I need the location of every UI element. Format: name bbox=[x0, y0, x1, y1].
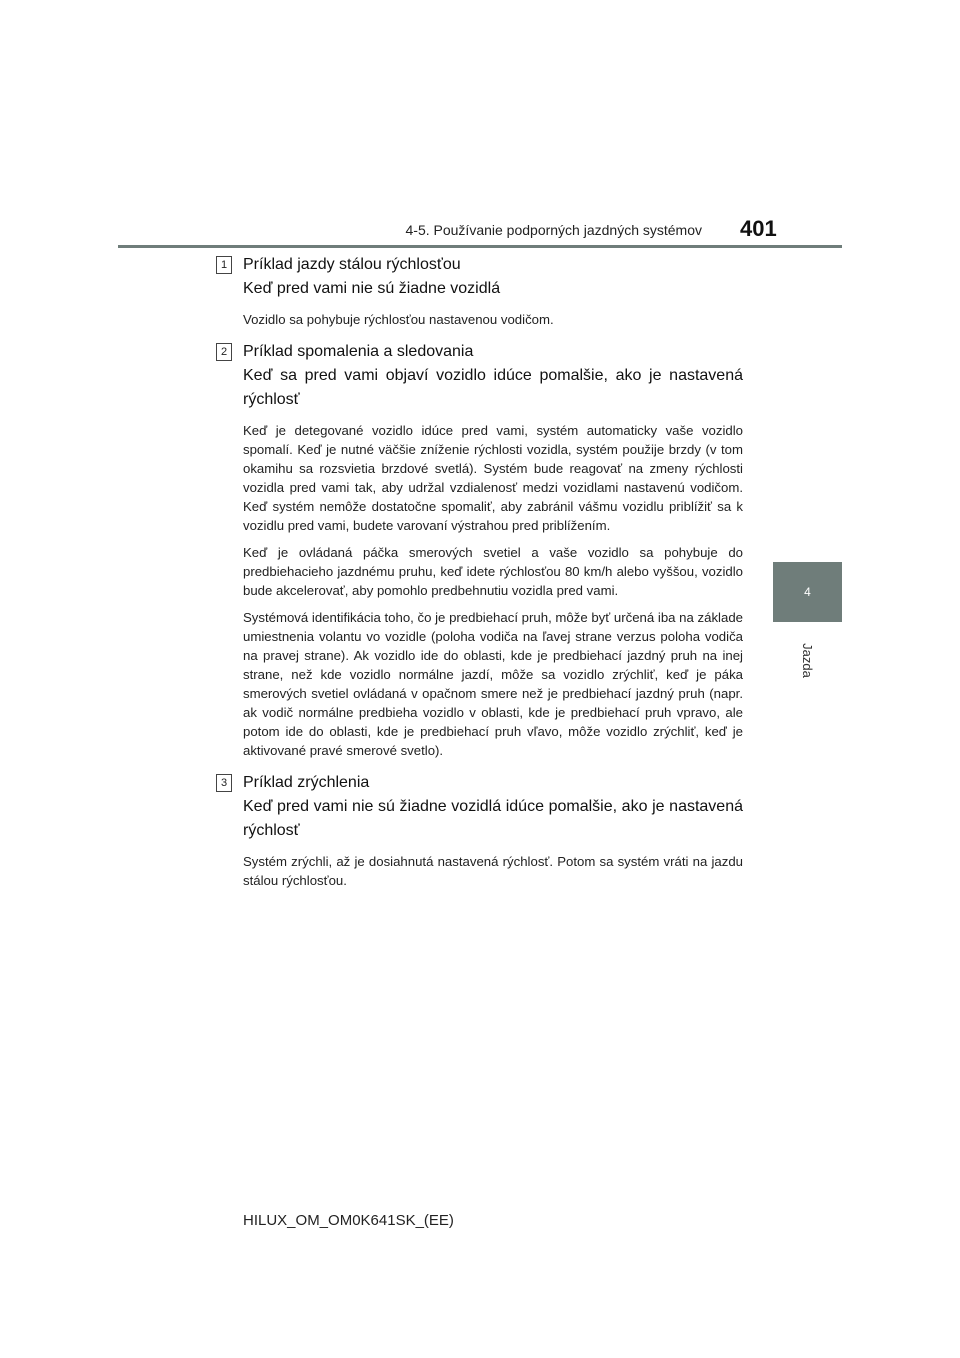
section-1 bbox=[220, 253, 743, 329]
section-paragraph: Vozidlo sa pohybuje rýchlosťou nastavenou vodičom. bbox=[243, 312, 554, 327]
section-paragraph: Keď je ovládaná páčka smerových svetiel a vaše vozidlo sa pohybuje do predbiehacieho jazdnému pruhu, keď idete rýchlosťou 80 km/h alebo vyššou, vozidlo bude akcelerovať, aby pomohlo predbehnutiu vozidla pred vami. bbox=[243, 545, 743, 598]
section-paragraph: Systém zrýchli, až je dosiahnutá nastavená rýchlosť. Potom sa systém vráti na jazdu stálou rýchlosťou. bbox=[243, 854, 743, 888]
section-title: 4-5. Používanie podporných jazdných systémov bbox=[405, 222, 702, 238]
section-subheading: Keď sa pred vami objaví vozidlo idúce pomalšie, ako je nastavená rýchlosť bbox=[243, 367, 743, 408]
document-code: HILUX_OM_OM0K641SK_(EE) bbox=[243, 1212, 454, 1229]
section-paragraph: Keď je detegované vozidlo idúce pred vami, systém automaticky vaše vozidlo spomalí. Keď je nutné väčšie zníženie rýchlosti vozidla, systém použije brzdy (v tom okamihu sa rozsvietia brzdové svetlá). Systém bude reagovať na zmeny rýchlosti vozidla pred vami tak, aby udržal vzdialenosť medzi vozidlami nastavenú vodičom. Keď systém nemôže dostatočne spomaliť, aby zabránil vášmu vozidlu priblížiť sa k vozidlu pred vami, budete varovaní výstrahou pred priblížením. bbox=[243, 423, 743, 533]
section-heading: Príklad jazdy stálou rýchlosťou bbox=[243, 256, 461, 273]
chapter-name-label bbox=[787, 640, 827, 680]
section-heading: Príklad zrýchlenia bbox=[243, 774, 370, 791]
section-subheading: Keď pred vami nie sú žiadne vozidlá idúce pomalšie, ako je nastavená rýchlosť bbox=[243, 798, 743, 839]
section-2 bbox=[220, 340, 743, 760]
section-heading: Príklad spomalenia a sledovania bbox=[243, 343, 474, 360]
page-number: 401 bbox=[740, 216, 777, 241]
chapter-number: 4 bbox=[804, 585, 811, 599]
section-subheading: Keď pred vami nie sú žiadne vozidlá bbox=[243, 280, 501, 297]
page-content bbox=[220, 253, 743, 890]
header-divider bbox=[118, 245, 842, 248]
chapter-tab bbox=[773, 562, 842, 622]
section-3 bbox=[220, 771, 743, 890]
chapter-name: Jazda bbox=[799, 642, 815, 678]
section-number-badge: 2 bbox=[216, 343, 232, 361]
section-number-badge: 1 bbox=[216, 256, 232, 274]
section-paragraph: Systémová identifikácia toho, čo je predbiehací pruh, môže byť určená iba na základe umiestnenia volantu vo vozidle (poloha vodiča na ľavej strane verzus poloha vodiča na pravej strane). Ak vozidlo ide do oblasti, kde je predbiehací jazdný pruh na inej strane, než kde vozidlo normálne jazdí, môže sa vozidlo zrýchliť, keď je páka smerových svetiel ovládaná v opačnom smere než je predbiehací jazdný pruh (napr. ak vodič normálne predbieha vozidlo v oblasti, kde je predbiehací pruh vpravo, ale potom ide do oblasti, kde je predbiehací pruh vľavo, môže vozidlo zrýchliť, keď je aktivované pravé smerové svetlo). bbox=[243, 610, 743, 758]
section-number-badge: 3 bbox=[216, 774, 232, 792]
